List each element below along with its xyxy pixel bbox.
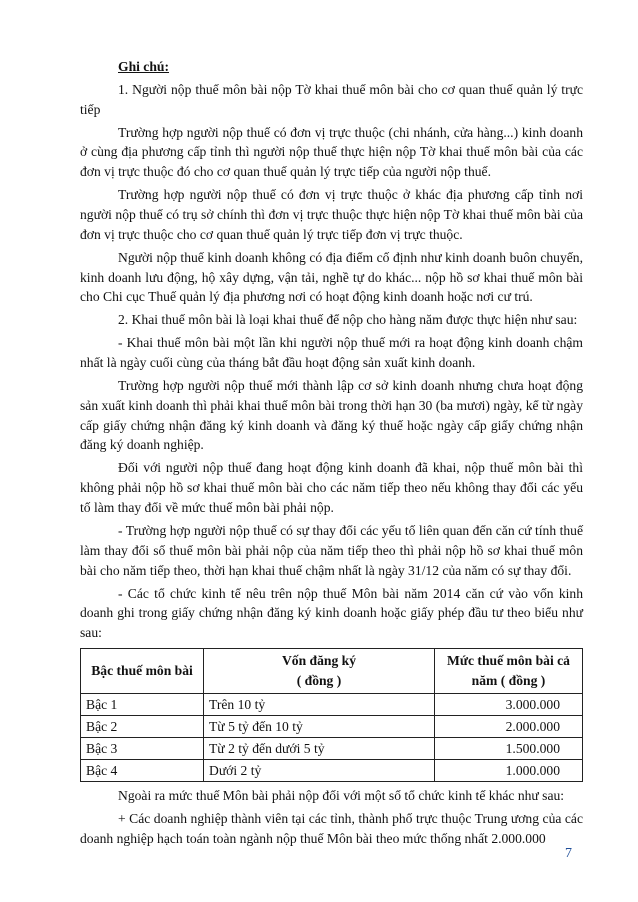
paragraph-4: Người nộp thuế kinh doanh không có địa điểm cố định như kinh doanh buôn chuyến, kinh doanh lưu động, hộ xây dựng, vận tải, nghề tự do khác... nộp hồ sơ khai thuế môn bài cho Chi cục Thuế quản lý địa phương nơi có hoạt động kinh doanh hoặc nơi cư trú.	[80, 249, 583, 305]
header-level	[81, 649, 204, 694]
header-rate-line1: Mức thuế môn bài cả	[447, 653, 570, 668]
cell-level: Bậc 2	[81, 716, 204, 738]
paragraph-10: - Các tổ chức kinh tế nêu trên nộp thuế Môn bài năm 2014 căn cứ vào vốn kinh doanh ghi trong giấy chứng nhận đăng ký kinh doanh hoặc giấy phép đầu tư theo biểu như sau:	[80, 585, 583, 641]
cell-rate: 1.500.000	[435, 738, 583, 760]
cell-capital: Trên 10 tỷ	[204, 694, 435, 716]
table-header-row	[81, 649, 583, 694]
cell-level: Bậc 4	[81, 760, 204, 782]
cell-capital: Dưới 2 tỷ	[204, 760, 435, 782]
paragraph-5: 2. Khai thuế môn bài là loại khai thuế để nộp cho hàng năm được thực hiện như sau:	[118, 312, 578, 328]
paragraph-after-table-2: + Các doanh nghiệp thành viên tại các tỉnh, thành phố trực thuộc Trung ương của các doanh nghiệp hạch toán toàn ngành nộp thuế Môn bài theo mức thống nhất 2.000.000	[80, 810, 583, 846]
cell-level: Bậc 3	[81, 738, 204, 760]
cell-capital: Từ 2 tỷ đến dưới 5 tỷ	[204, 738, 435, 760]
cell-capital: Từ 5 tỷ đến 10 tỷ	[204, 716, 435, 738]
note-title: Ghi chú:	[118, 59, 169, 74]
cell-rate: 1.000.000	[435, 760, 583, 782]
cell-rate: 3.000.000	[435, 694, 583, 716]
paragraph-3: Trường hợp người nộp thuế có đơn vị trực thuộc ở khác địa phương cấp tỉnh nơi người nộp thuế có trụ sở chính thì đơn vị trực thuộc thực hiện nộp Tờ khai thuế môn bài của đơn vị trực thuộc cho cơ quan thuế quản lý trực tiếp đơn vị trực thuộc.	[80, 187, 583, 242]
table-row	[81, 738, 583, 760]
paragraph-after-table-1: Ngoài ra mức thuế Môn bài phải nộp đối với một số tổ chức kinh tế khác như sau:	[118, 788, 565, 803]
paragraph-9: - Trường hợp người nộp thuế có sự thay đổi các yếu tố liên quan đến căn cứ tính thuế làm thay đổi số thuế môn bài phải nộp của năm tiếp theo thì phải nộp hồ sơ khai thuế môn bài cho năm tiếp theo, thời hạn khai thuế chậm nhất là ngày 31/12 của năm có sự thay đổi.	[80, 523, 583, 578]
header-capital	[204, 649, 435, 694]
header-capital-line1: Vốn đăng ký	[281, 653, 357, 668]
table-row	[81, 694, 583, 716]
cell-rate: 2.000.000	[435, 716, 583, 738]
paragraph-8: Đối với người nộp thuế đang hoạt động kinh doanh đã khai, nộp thuế môn bài thì không phải nộp hồ sơ khai thuế môn bài cho các năm tiếp theo nếu không thay đổi các yếu tố làm thay đổi về mức thuế môn bài phải nộp.	[80, 460, 583, 516]
tax-rate-table	[80, 648, 583, 782]
table-row	[81, 716, 583, 738]
paragraph-1: 1. Người nộp thuế môn bài nộp Tờ khai thuế môn bài cho cơ quan thuế quản lý trực tiếp	[80, 81, 583, 117]
paragraph-2: Trường hợp người nộp thuế có đơn vị trực thuộc (chi nhánh, cửa hàng...) kinh doanh ở cùng địa phương cấp tỉnh thì người nộp thuế thực hiện nộp Tờ khai thuế môn bài của các đơn vị trực thuộc đó cho cơ quan thuế quản lý trực tiếp của người nộp thuế.	[80, 124, 583, 180]
header-level-text: Bậc thuế môn bài	[91, 663, 193, 678]
paragraph-6: - Khai thuế môn bài một lần khi người nộp thuế mới ra hoạt động kinh doanh chậm nhất là ngày cuối cùng của tháng bắt đầu hoạt động sản xuất kinh doanh.	[80, 335, 583, 371]
header-rate	[435, 649, 583, 694]
table-row	[81, 760, 583, 782]
page-number: 7	[565, 846, 572, 861]
header-rate-line2: năm ( đồng )	[471, 673, 546, 688]
cell-level: Bậc 1	[81, 694, 204, 716]
paragraph-7: Trường hợp người nộp thuế mới thành lập cơ sở kinh doanh nhưng chưa hoạt động sản xuất kinh doanh thì phải khai thuế môn bài trong thời hạn 30 (ba mươi) ngày, kể từ ngày cấp giấy chứng nhận đăng ký kinh doanh và đăng ký thuế hoặc ngày cấp giấy chứng nhận đăng ký doanh nghiệp.	[80, 378, 583, 453]
document-page	[80, 57, 583, 852]
header-capital-line2: ( đồng )	[296, 673, 342, 688]
